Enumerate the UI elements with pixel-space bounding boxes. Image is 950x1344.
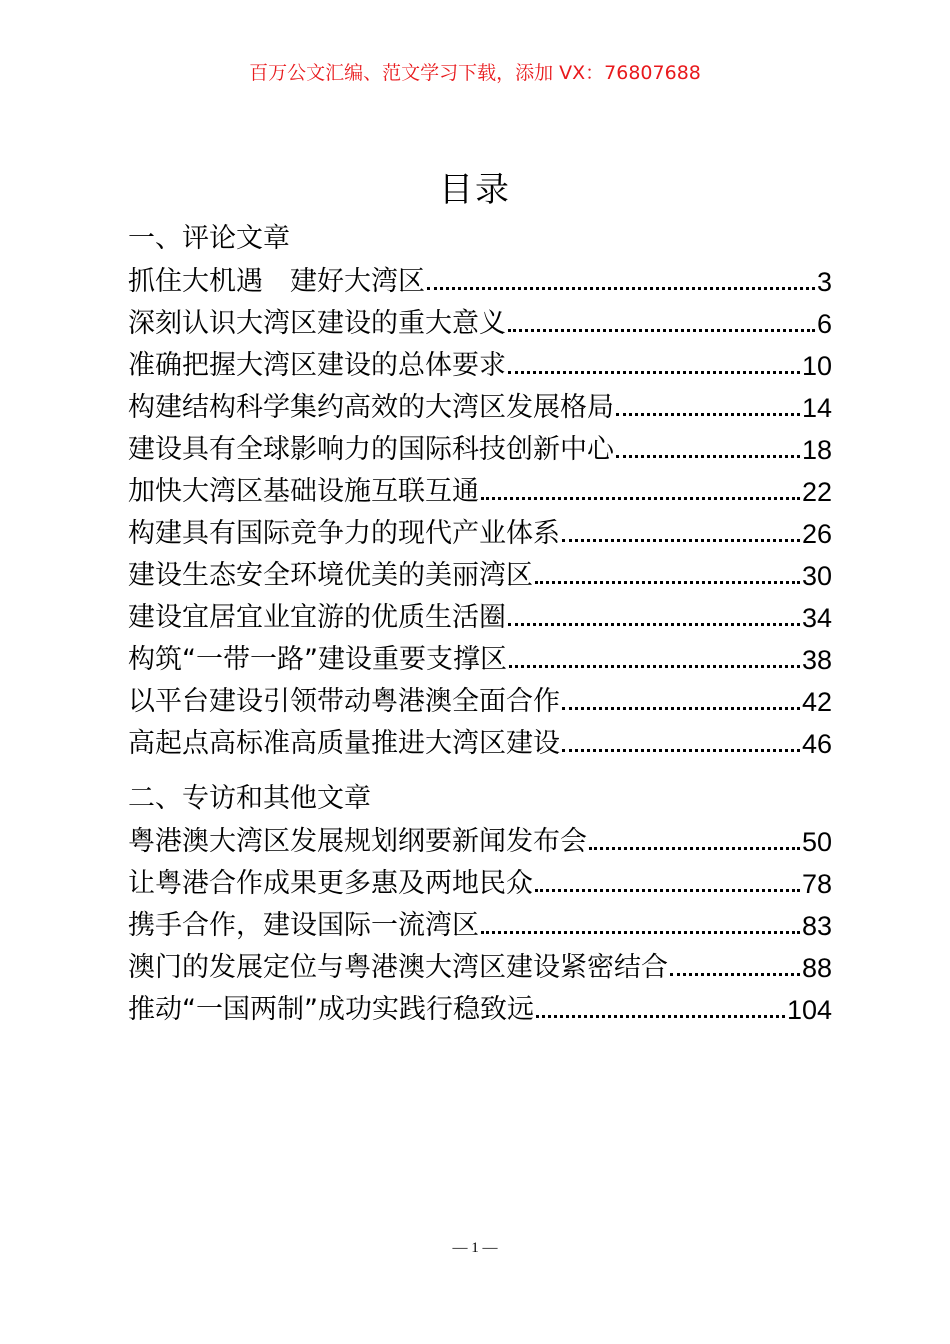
dot-leader <box>481 931 800 934</box>
toc-entry[interactable] <box>128 382 832 424</box>
toc-entry[interactable] <box>128 676 832 718</box>
dot-leader <box>562 539 800 542</box>
entry-page: 46 <box>801 729 832 759</box>
toc-entry[interactable] <box>128 718 832 760</box>
dot-leader <box>508 329 815 332</box>
entry-title: 澳门的发展定位与粤港澳大湾区建设紧密结合 <box>128 952 668 983</box>
entry-page: 30 <box>801 561 832 591</box>
toc-entry[interactable] <box>128 816 832 858</box>
toc-entry[interactable] <box>128 634 832 676</box>
toc-entry[interactable] <box>128 858 832 900</box>
dot-leader <box>670 973 800 976</box>
entry-title: 携手合作，建设国际一流湾区 <box>128 910 479 941</box>
entry-page: 88 <box>801 953 832 983</box>
dot-leader <box>589 847 800 850</box>
page-number: — 1 — <box>452 1240 498 1256</box>
entry-page: 18 <box>801 435 832 465</box>
entry-title: 以平台建设引领带动粤港澳全面合作 <box>128 686 560 717</box>
download-banner: 百万公文汇编、范文学习下载，添加 VX：76807688 <box>249 62 701 84</box>
toc-entry[interactable] <box>128 900 832 942</box>
entry-page: 14 <box>801 393 832 423</box>
entry-title: 构筑“一带一路”建设重要支撑区 <box>128 644 507 675</box>
entry-page: 83 <box>801 911 832 941</box>
entry-title: 构建结构科学集约高效的大湾区发展格局 <box>128 392 614 423</box>
entry-title: 抓住大机遇 建好大湾区 <box>128 266 425 297</box>
entry-page: 50 <box>801 827 832 857</box>
toc-entry[interactable] <box>128 340 832 382</box>
dot-leader <box>616 455 800 458</box>
section-heading: 二、专访和其他文章 <box>128 783 371 814</box>
entry-page: 6 <box>816 309 832 339</box>
entry-title: 加快大湾区基础设施互联互通 <box>128 476 479 507</box>
dot-leader <box>562 749 800 752</box>
entry-title: 推动“一国两制”成功实践行稳致远 <box>128 994 534 1025</box>
dot-leader <box>562 707 800 710</box>
entry-page: 42 <box>801 687 832 717</box>
toc-title: 目录 <box>439 170 511 210</box>
entry-title: 建设具有全球影响力的国际科技创新中心 <box>128 434 614 465</box>
toc-entry[interactable] <box>128 942 832 984</box>
dot-leader <box>535 581 800 584</box>
entry-title: 建设生态安全环境优美的美丽湾区 <box>128 560 533 591</box>
dot-leader <box>508 371 800 374</box>
dot-leader <box>508 623 800 626</box>
toc-entry[interactable] <box>128 508 832 550</box>
toc-entry[interactable] <box>128 592 832 634</box>
entry-page: 3 <box>816 267 832 297</box>
entry-page: 10 <box>801 351 832 381</box>
dot-leader <box>536 1015 785 1018</box>
entry-title: 深刻认识大湾区建设的重大意义 <box>128 308 506 339</box>
dot-leader <box>427 287 815 290</box>
entry-page: 26 <box>801 519 832 549</box>
entry-page: 78 <box>801 869 832 899</box>
dot-leader <box>535 889 800 892</box>
entry-title: 让粤港合作成果更多惠及两地民众 <box>128 868 533 899</box>
dot-leader <box>509 665 800 668</box>
entry-page: 104 <box>786 995 832 1025</box>
entry-title: 高起点高标准高质量推进大湾区建设 <box>128 728 560 759</box>
toc-entry[interactable] <box>128 256 832 298</box>
toc-entry[interactable] <box>128 298 832 340</box>
toc-entry[interactable] <box>128 466 832 508</box>
entry-page: 22 <box>801 477 832 507</box>
entry-title: 准确把握大湾区建设的总体要求 <box>128 350 506 381</box>
entry-title: 构建具有国际竞争力的现代产业体系 <box>128 518 560 549</box>
entry-title: 建设宜居宜业宜游的优质生活圈 <box>128 602 506 633</box>
dot-leader <box>481 497 800 500</box>
section-heading: 一、评论文章 <box>128 223 290 254</box>
entry-page: 34 <box>801 603 832 633</box>
toc-entry[interactable] <box>128 550 832 592</box>
dot-leader <box>616 413 800 416</box>
toc-entry[interactable] <box>128 984 832 1026</box>
entry-page: 38 <box>801 645 832 675</box>
entry-title: 粤港澳大湾区发展规划纲要新闻发布会 <box>128 826 587 857</box>
toc-entry[interactable] <box>128 424 832 466</box>
